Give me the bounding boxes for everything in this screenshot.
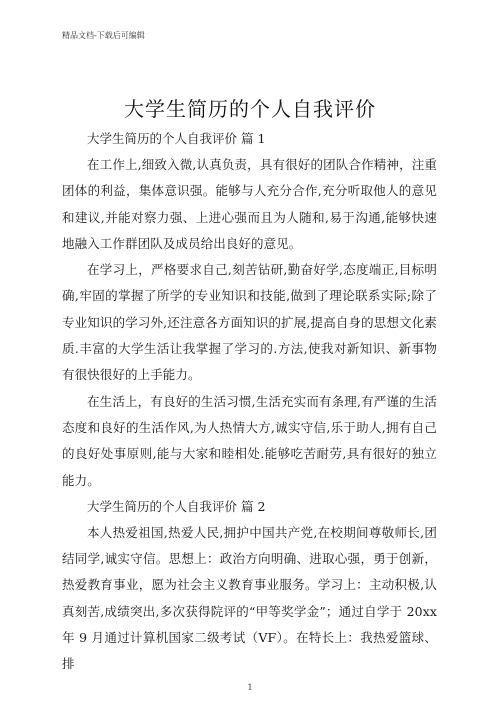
document-body <box>62 126 437 678</box>
section-heading: 大学生简历的个人自我评价 篇 2 <box>87 498 266 514</box>
section-2 <box>62 494 437 678</box>
paragraph: 在生活上，有良好的生活习惯,生活充实而有条理,有严谨的生活态度和良好的生活作风,为人热情大方,诚实守信,乐于助人,拥有自己的良好处事原则,能与大家和睦相处.能够吃苦耐劳,具有很好的独立能力。 <box>62 393 437 488</box>
document-title: 大学生简历的个人自我评价 <box>124 97 376 122</box>
paragraph: 在工作上,细致入微,认真负责，具有很好的团队合作精神，注重团体的利益，集体意识强。能够与人充分合作,充分听取他人的意见和建议,并能对察力强、上进心强而且为人随和,易于沟通,能够快速地融入工作群团队及成员给出良好的意见。 <box>62 157 437 251</box>
page-number: 1 <box>247 683 253 692</box>
page-header: 精品文档-下载后可编辑 <box>62 31 145 40</box>
paragraph: 本人热爱祖国,热爱人民,拥护中国共产党,在校期间尊敬师长,团结同学,诚实守信。思想上：政治方向明确、进取心强，勇于创新，热爱教育事业，愿为社会主义教育事业服务。学习上：主动积极,认真刻苦,成绩突出,多次获得院评的“甲等奖学金”；通过自学于 20xx 年 9 月通过计算机国家二级考试（VF）。在特长上：我热爱篮球、排 <box>62 524 437 672</box>
section-heading: 大学生简历的个人自我评价 篇 1 <box>87 131 266 146</box>
paragraph: 在学习上，严格要求自己,刻苦钻研,勤奋好学,态度端正,目标明确,牢固的掌握了所学的专业知识和技能,做到了理论联系实际;除了专业知识的学习外,还注意各方面知识的扩展,提高自身的思想文化素质.丰富的大学生活让我掌握了学习的.方法,使我对新知识、新事物有很快很好的上手能力。 <box>62 262 437 383</box>
section-1 <box>62 126 437 494</box>
